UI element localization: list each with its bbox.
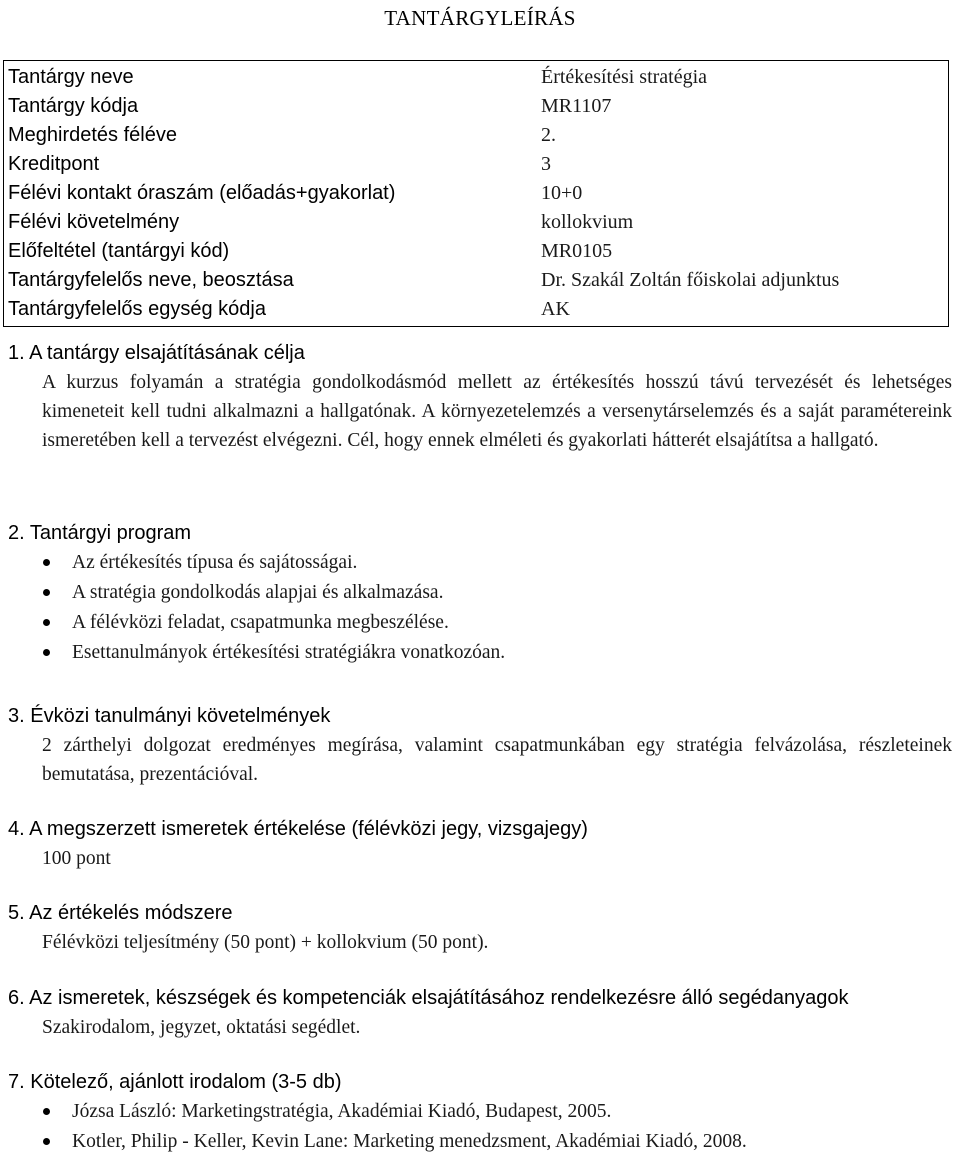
row-value: AK	[541, 298, 570, 320]
table-row	[4, 61, 949, 93]
list-item	[8, 638, 952, 668]
literature-list	[8, 1097, 952, 1157]
table-row	[4, 121, 949, 150]
section-heading: 4. A megszerzett ismeretek értékelése (félévközi jegy, vizsgajegy)	[8, 818, 588, 840]
row-label: Félévi kontakt óraszám (előadás+gyakorlat)	[8, 182, 396, 204]
row-value: MR1107	[541, 95, 612, 117]
section-requirements	[8, 702, 952, 789]
bullet-icon	[43, 1138, 50, 1145]
bullet-icon	[43, 619, 50, 626]
section-text: 100 pont	[42, 848, 111, 869]
row-label: Előfeltétel (tantárgyi kód)	[8, 240, 230, 262]
section-heading: 7. Kötelező, ajánlott irodalom (3-5 db)	[8, 1071, 342, 1093]
row-label: Tantárgy neve	[8, 66, 134, 88]
list-item	[8, 1097, 952, 1127]
row-value: Dr. Szakál Zoltán főiskolai adjunktus	[541, 269, 840, 291]
table-row	[4, 237, 949, 266]
row-label: Tantárgyfelelős egység kódja	[8, 298, 266, 320]
section-text: Szakirodalom, jegyzet, oktatási segédlet.	[42, 1017, 361, 1038]
row-value: 3	[541, 153, 551, 175]
row-label: Meghirdetés féléve	[8, 124, 177, 146]
row-value: Értékesítési stratégia	[541, 66, 708, 88]
table-row	[4, 295, 949, 327]
table-row	[4, 150, 949, 179]
section-heading: 1. A tantárgy elsajátításának célja	[8, 342, 305, 364]
section-text: A kurzus folyamán a stratégia gondolkodásmód mellett az értékesítés hosszú távú tervezését és lehetséges kimeneteit kell tudni alkalmazni a hallgatónak. A környezetelemzés a versenytárselemzés és a saját paramétereink ismeretében kell a tervezést elvégezni. Cél, hogy ennek elméleti és gyakorlati hátterét elsajátítsa a hallgató.	[42, 372, 952, 451]
row-value: 10+0	[541, 182, 583, 204]
list-item-text: Esettanulmányok értékesítési stratégiákra vonatkozóan.	[72, 642, 506, 663]
list-item-text: Józsa László: Marketingstratégia, Akadémiai Kiadó, Budapest, 2005.	[72, 1101, 612, 1122]
list-item-text: Kotler, Philip - Keller, Kevin Lane: Marketing menedzsment, Akadémiai Kiadó, 2008.	[72, 1131, 747, 1152]
bullet-icon	[43, 559, 50, 566]
table-row	[4, 179, 949, 208]
list-item	[8, 608, 952, 638]
section-assessment	[8, 815, 952, 873]
row-value: MR0105	[541, 240, 613, 262]
section-evaluation-method	[8, 899, 952, 957]
row-label: Kreditpont	[8, 153, 100, 175]
section-course-goal	[8, 339, 952, 455]
section-text: Félévközi teljesítmény (50 pont) + kollokvium (50 pont).	[42, 932, 489, 953]
section-heading: 2. Tantárgyi program	[8, 522, 192, 544]
table-row	[4, 92, 949, 121]
list-item	[8, 1127, 952, 1157]
document-title: TANTÁRGYLEÍRÁS	[384, 6, 576, 30]
list-item	[8, 548, 952, 578]
row-label: Tantárgyfelelős neve, beosztása	[8, 269, 294, 291]
row-value: 2.	[541, 124, 556, 146]
table-row	[4, 266, 949, 295]
section-program	[8, 519, 952, 668]
bullet-icon	[43, 649, 50, 656]
bullet-icon	[43, 589, 50, 596]
section-text: 2 zárthelyi dolgozat eredményes megírása, valamint csapatmunkában egy stratégia felvázolása, részleteinek bemutatása, prezentációval.	[42, 735, 952, 785]
row-value: kollokvium	[541, 211, 634, 233]
row-label: Tantárgy kódja	[8, 95, 139, 117]
list-item	[8, 578, 952, 608]
list-item-text: A félévközi feladat, csapatmunka megbeszélése.	[72, 612, 449, 633]
program-list	[8, 548, 952, 668]
section-heading: 3. Évközi tanulmányi követelmények	[8, 705, 331, 727]
list-item-text: A stratégia gondolkodás alapjai és alkalmazása.	[72, 582, 444, 603]
row-label: Félévi követelmény	[8, 211, 180, 233]
course-info-table	[3, 60, 949, 327]
list-item-text: Az értékesítés típusa és sajátosságai.	[72, 552, 358, 573]
section-literature	[8, 1068, 952, 1157]
table-row	[4, 208, 949, 237]
section-materials	[8, 984, 952, 1042]
bullet-icon	[43, 1108, 50, 1115]
section-heading: 5. Az értékelés módszere	[8, 902, 233, 924]
section-heading: 6. Az ismeretek, készségek és kompetenciák elsajátításához rendelkezésre álló segédanyagok	[8, 987, 849, 1009]
